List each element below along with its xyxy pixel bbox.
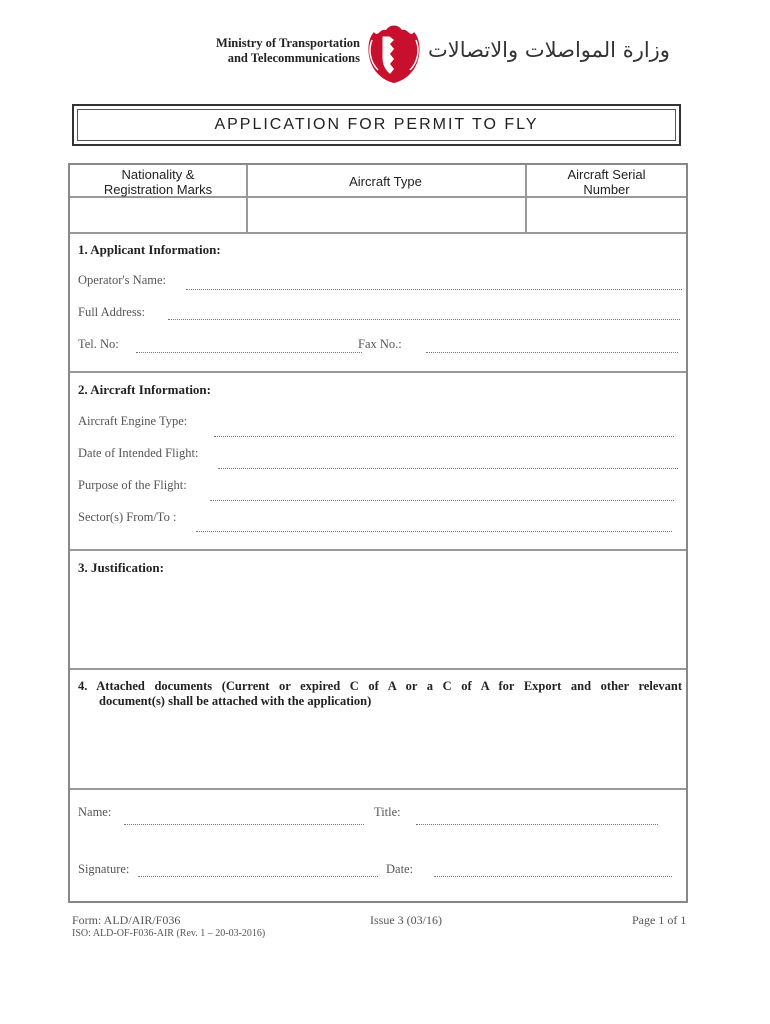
engine-type-field[interactable] (214, 436, 674, 437)
serial-number-input-cell[interactable] (527, 198, 686, 232)
form-frame (68, 163, 688, 903)
section2-bottom-rule (70, 549, 686, 551)
section4-line1: 4. Attached documents (Current or expired C of A or a C of A for Export and other relevant (78, 679, 682, 693)
sectors-field[interactable] (196, 531, 672, 532)
header-nationality-line2: Registration Marks (103, 182, 213, 197)
tel-label: Tel. No: (78, 337, 119, 351)
bahrain-emblem-icon (364, 22, 424, 84)
table-bottom-rule (70, 232, 686, 234)
header-serial-number (525, 167, 688, 197)
header-aircraft-type: Aircraft Type (349, 174, 422, 189)
header-serial-line1: Aircraft Serial (567, 167, 646, 182)
full-address-label: Full Address: (78, 305, 146, 319)
engine-type-label: Aircraft Engine Type: (78, 414, 188, 428)
sectors-label: Sector(s) From/To : (78, 510, 177, 524)
footer-page: Page 1 of 1 (632, 913, 687, 927)
header-serial-line2: Number (583, 182, 630, 197)
section1-bottom-rule (70, 371, 686, 373)
title-box (72, 104, 681, 146)
nationality-input-cell[interactable] (72, 198, 244, 232)
ministry-name-en-line2: and Telecommunications (227, 51, 360, 65)
section4-bottom-rule (70, 788, 686, 790)
date-field[interactable] (434, 876, 672, 877)
purpose-label: Purpose of the Flight: (78, 478, 187, 492)
aircraft-type-input-cell[interactable] (248, 198, 523, 232)
section1-title: 1. Applicant Information: (78, 242, 221, 257)
section3-title: 3. Justification: (78, 560, 164, 575)
ministry-name-ar: وزارة المواصلات والاتصالات (428, 38, 670, 62)
operator-name-field[interactable] (186, 289, 682, 290)
title-field[interactable] (416, 824, 658, 825)
signature-label: Signature: (78, 862, 130, 876)
name-field[interactable] (124, 824, 364, 825)
header-nationality (70, 167, 246, 197)
name-label: Name: (78, 805, 112, 819)
fax-label: Fax No.: (358, 337, 402, 351)
footer-iso: ISO: ALD-OF-F036-AIR (Rev. 1 – 20-03-2016) (72, 928, 266, 939)
signature-field[interactable] (138, 876, 378, 877)
footer-form-number: Form: ALD/AIR/F036 (72, 913, 181, 927)
date-flight-field[interactable] (218, 468, 678, 469)
title-label: Title: (374, 805, 401, 819)
title-inner-border (77, 109, 676, 141)
section2-title: 2. Aircraft Information: (78, 382, 211, 397)
footer-issue: Issue 3 (03/16) (370, 913, 442, 927)
section3-bottom-rule (70, 668, 686, 670)
fax-field[interactable] (426, 352, 678, 353)
ministry-name-en-line1: Ministry of Transportation (216, 36, 360, 50)
page-title: APPLICATION FOR PERMIT TO FLY (214, 116, 539, 133)
section4-line2: document(s) shall be attached with the application) (99, 694, 372, 708)
date-flight-label: Date of Intended Flight: (78, 446, 199, 460)
date-label: Date: (386, 862, 414, 876)
ministry-name-en (196, 36, 360, 66)
purpose-field[interactable] (210, 500, 674, 501)
tel-field[interactable] (136, 352, 362, 353)
section4-text (78, 679, 682, 709)
header-nationality-line1: Nationality & (121, 167, 195, 182)
operator-name-label: Operator's Name: (78, 273, 166, 287)
justification-area[interactable] (78, 579, 682, 665)
full-address-field[interactable] (168, 319, 680, 320)
attached-documents-area[interactable] (78, 713, 682, 785)
